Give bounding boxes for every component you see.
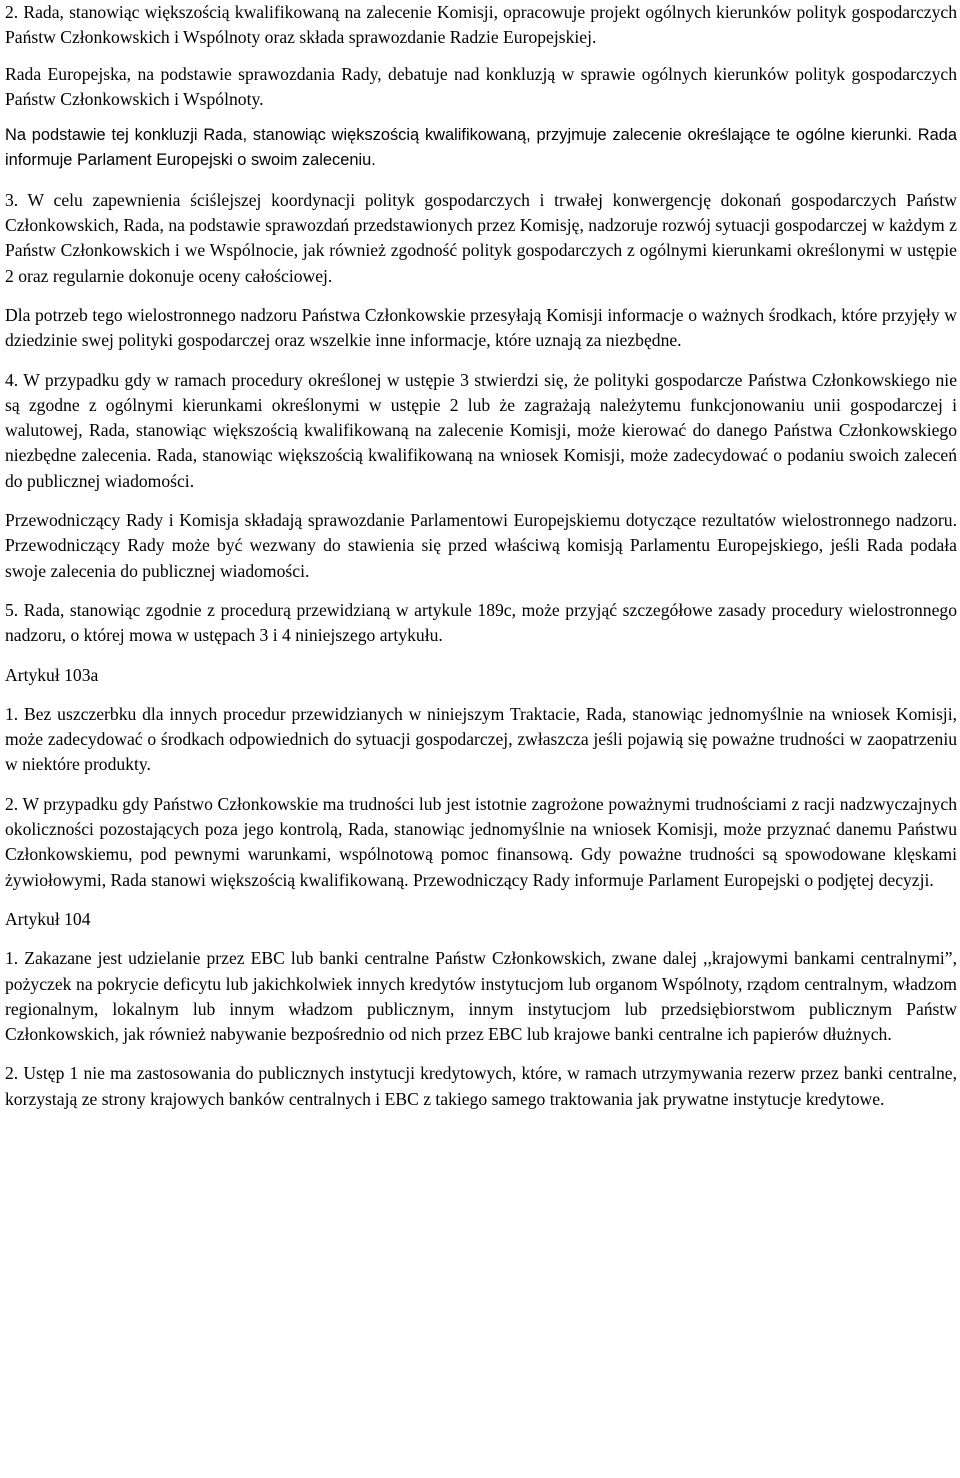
paragraph-104-1: 1. Zakazane jest udzielanie przez EBC lub banki centralne Państw Członkowskich, zwane dalej ,,krajowymi bankami centralnymi”, pożyczek na pokrycie deficytu lub jakichkolwiek innych kredytów instytucjom lub organom Wspólnoty, rządom centralnym, władzom regionalnym, lokalnym lub innym władzom publicznym, innym instytucjom lub przedsiębiorstwom publicznym Państw Członkowskich, jak również nabywanie bezpośrednio od nich przez EBC lub krajowe banki centralne ich papierów dłużnych. xyxy=(5,948,957,1045)
paragraph-104-2: 2. Ustęp 1 nie ma zastosowania do publicznych instytucji kredytowych, które, w ramach utrzymywania rezerw przez banki centralne, korzystają ze strony krajowych banków centralnych i EBC z takiego samego traktowania jak prywatne instytucje kredytowe. xyxy=(5,1063,957,1109)
paragraph-4-non-compliance: 4. W przypadku gdy w ramach procedury określonej w ustępie 3 stwierdzi się, że polityki gospodarcze Państwa Członkowskiego nie są zgodne z ogólnymi kierunkami określonymi w ustępie 2 lub że zagrażają należytemu funkcjonowaniu unii gospodarczej i walutowej, Rada, stanowiąc większością kwalifikowaną na zalecenie Komisji, może kierować do danego Państwa Członkowskiego niezbędne zalecenia. Rada, stanowiąc większością kwalifikowaną na wniosek Komisji, może zadecydować o podaniu swoich zaleceń do publicznej wiadomości. xyxy=(5,369,957,491)
article-heading-104: Artykuł 104 xyxy=(5,908,91,929)
paragraph-103a-1: 1. Bez uszczerbku dla innych procedur przewidzianych w niniejszym Traktacie, Rada, stanowiąc jednomyślnie na wniosek Komisji, może zadecydować o środkach odpowiednich do sytuacji gospodarczej, zwłaszcza jeśli pojawią się poważne trudności w zaopatrzeniu w niektóre produkty. xyxy=(5,703,957,775)
paragraph-103a-2: 2. W przypadku gdy Państwo Członkowskie ma trudności lub jest istotnie zagrożone poważnymi trudnościami z racji nadzwyczajnych okoliczności pozostających poza jego kontrolą, Rada, stanowiąc jednomyślnie na wniosek Komisji, może przyznać danemu Państwu Członkowskiemu, pod pewnymi warunkami, wspólnotową pomoc finansową. Gdy poważne trudności są spowodowane klęskami żywiołowymi, Rada stanowi większością kwalifikowaną. Przewodniczący Rady informuje Parlament Europejski o podjętej decyzji. xyxy=(5,793,957,890)
paragraph-3-coordination: 3. W celu zapewnienia ściślejszej koordynacji polityk gospodarczych i trwałej konwergencję dokonań gospodarczych Państw Członkowskich, Rada, na podstawie sprawozdań przedstawionych przez Komisję, nadzoruje rozwój sytuacji gospodarczej w każdym z Państw Członkowskich i we Wspólnocie, jak również zgodność polityk gospodarczych z ogólnymi kierunkami określonymi w ustępie 2 oraz regularnie dokonuje oceny całościowej. xyxy=(5,189,957,286)
article-heading-103a: Artykuł 103a xyxy=(5,664,99,685)
paragraph-2-draft-guidelines: 2. Rada, stanowiąc większością kwalifikowaną na zalecenie Komisji, opracowuje projekt ogólnych kierunków polityk gospodarczych Państw Członkowskich i Wspólnoty oraz składa sprawozdanie Radzie Europejskiej. xyxy=(5,2,957,48)
paragraph-multilateral-surveillance: Dla potrzeb tego wielostronnego nadzoru Państwa Członkowskie przesyłają Komisji informacje o ważnych środkach, które przyjęły w dziedzinie swej polityki gospodarczej oraz wszelkie inne informacje, które uznają za niezbędne. xyxy=(5,304,957,351)
paragraph-european-council-debate: Rada Europejska, na podstawie sprawozdania Rady, debatuje nad konkluzją w sprawie ogólnych kierunków polityk gospodarczych Państw Członkowskich i Wspólnoty. xyxy=(5,63,957,109)
paragraph-5-detailed-rules: 5. Rada, stanowiąc zgodnie z procedurą przewidzianą w artykule 189c, może przyjąć szczegółowe zasady procedury wielostronnego nadzoru, o której mowa w ustępach 3 i 4 niniejszego artykułu. xyxy=(5,599,957,646)
document-page xyxy=(5,0,957,1112)
paragraph-recommendation: Na podstawie tej konkluzji Rada, stanowiąc większością kwalifikowaną, przyjmuje zalecenie określające te ogólne kierunki. Rada informuje Parlament Europejski o swoim zaleceniu. xyxy=(5,126,957,170)
paragraph-president-report: Przewodniczący Rady i Komisja składają sprawozdanie Parlamentowi Europejskiemu dotyczące rezultatów wielostronnego nadzoru. Przewodniczący Rady może być wezwany do stawienia się przed właściwą komisją Parlamentu Europejskiego, jeśli Rada podała swoje zalecenia do publicznej wiadomości. xyxy=(5,510,957,581)
